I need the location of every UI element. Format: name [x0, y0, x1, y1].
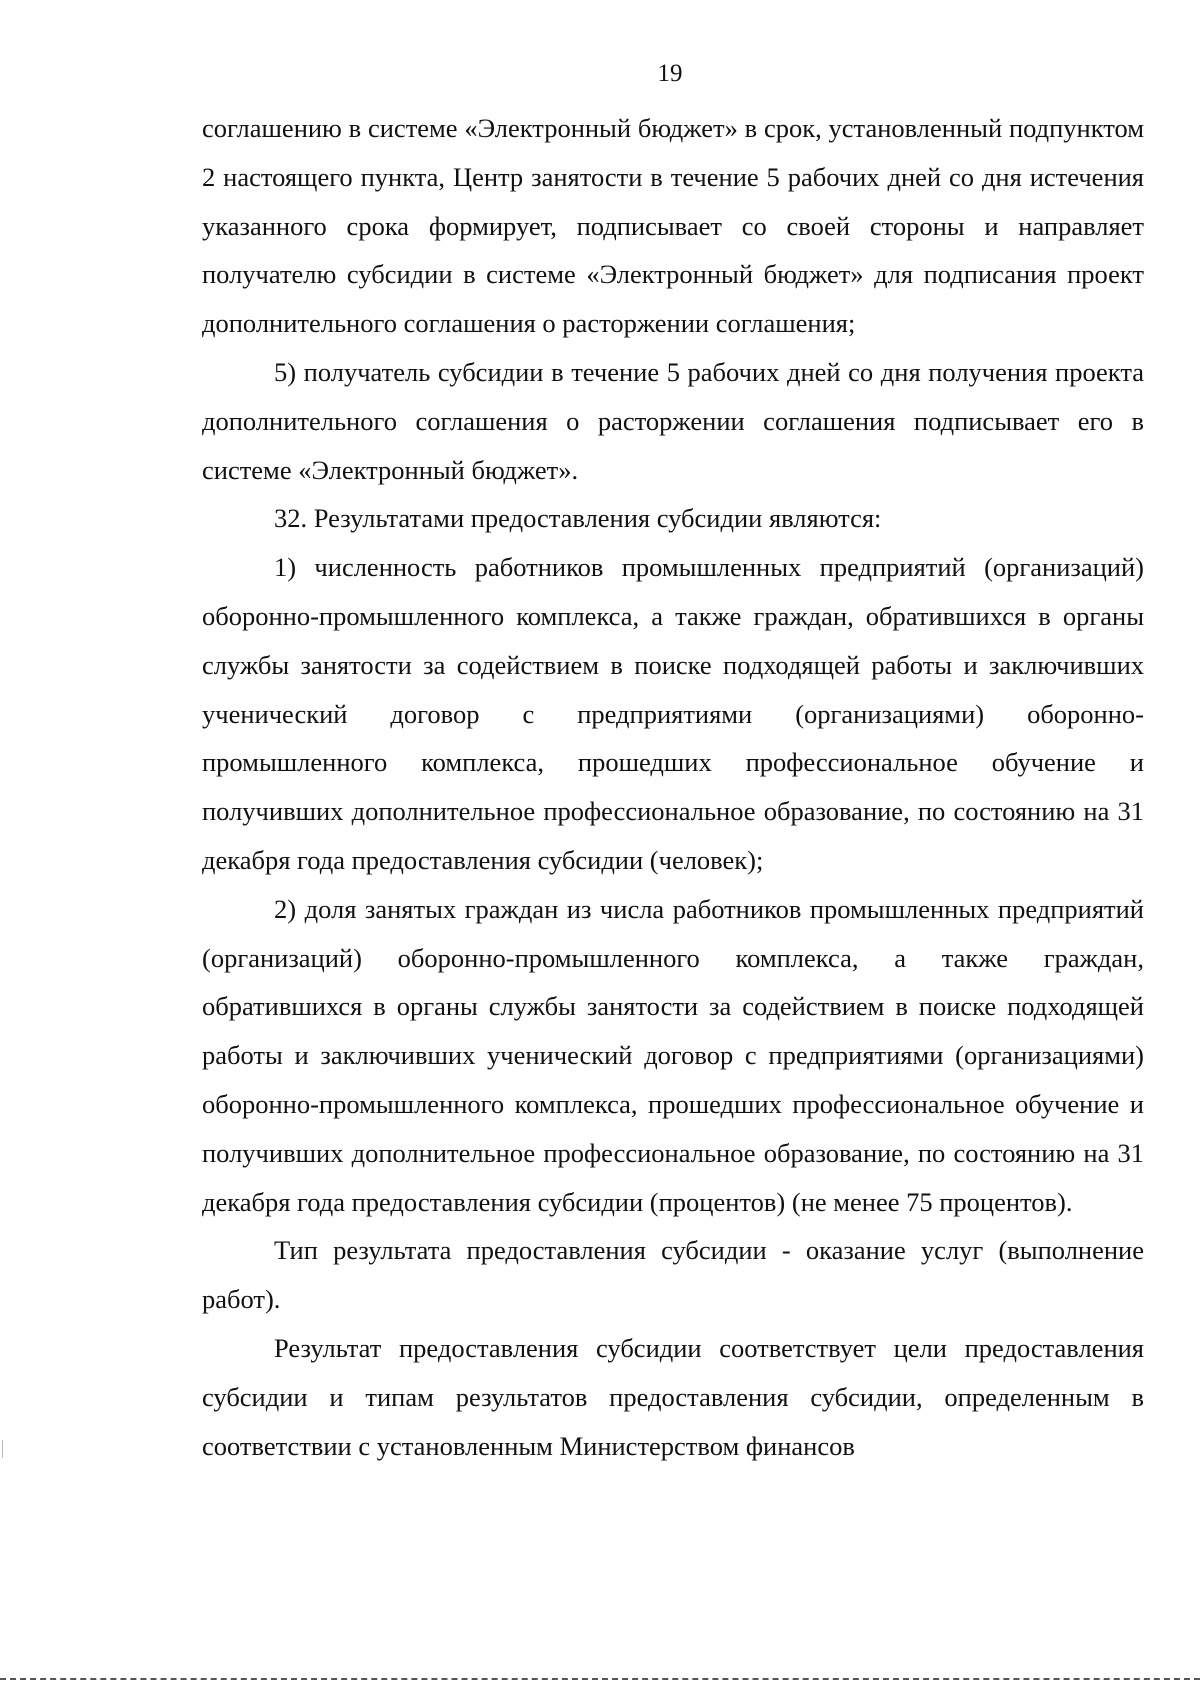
paragraph-result-type: Тип результата предоставления субсидии - оказание услуг (выполнение работ).: [202, 1235, 1144, 1315]
paragraph-result-compliance: Результат предоставления субсидии соответствует цели предоставления субсидии и типам результатов предоставления субсидии, определенным в соответствии с установленным Министерством финансов: [202, 1332, 1144, 1461]
paragraph-result-1: 1) численность работников промышленных предприятий (организаций) оборонно-промышленного комплекса, а также граждан, обратившихся в органы службы занятости за содействием в поиске подходящей работы и заключивших ученический договор с предприятиями (организациями) оборонно-промышленного комплекса, прошедших профессиональное обучение и получивших дополнительное профессиональное образование, по состоянию на 31 декабря года предоставления субсидии (человек);: [202, 552, 1144, 875]
paragraph-subitem-5: 5) получатель субсидии в течение 5 рабочих дней со дня получения проекта дополнительного соглашения о расторжении соглашения подписывает его в системе «Электронный бюджет».: [202, 356, 1144, 485]
scan-artifact: [2, 1440, 3, 1458]
bottom-scan-line: [0, 1678, 1200, 1680]
document-body: [202, 104, 1144, 1470]
paragraph-continuation: соглашению в системе «Электронный бюджет» в срок, установленный подпунктом 2 настоящего пункта, Центр занятости в течение 5 рабочих дней со дня истечения указанного срока формирует, подписывает со своей стороны и направляет получателю субсидии в системе «Электронный бюджет» для подписания проект дополнительного соглашения о расторжении соглашения;: [202, 113, 1144, 339]
paragraph-result-2: 2) доля занятых граждан из числа работников промышленных предприятий (организаций) оборонно-промышленного комплекса, а также граждан, обратившихся в органы службы занятости за содействием в поиске подходящей работы и заключивших ученический договор с предприятиями (организациями) оборонно-промышленного комплекса, прошедших профессиональное обучение и получивших дополнительное профессиональное образование, по состоянию на 31 декабря года предоставления субсидии (процентов) (не менее 75 процентов).: [202, 893, 1144, 1217]
paragraph-item-32: 32. Результатами предоставления субсидии являются:: [274, 503, 882, 534]
page-number: 19: [657, 60, 683, 87]
